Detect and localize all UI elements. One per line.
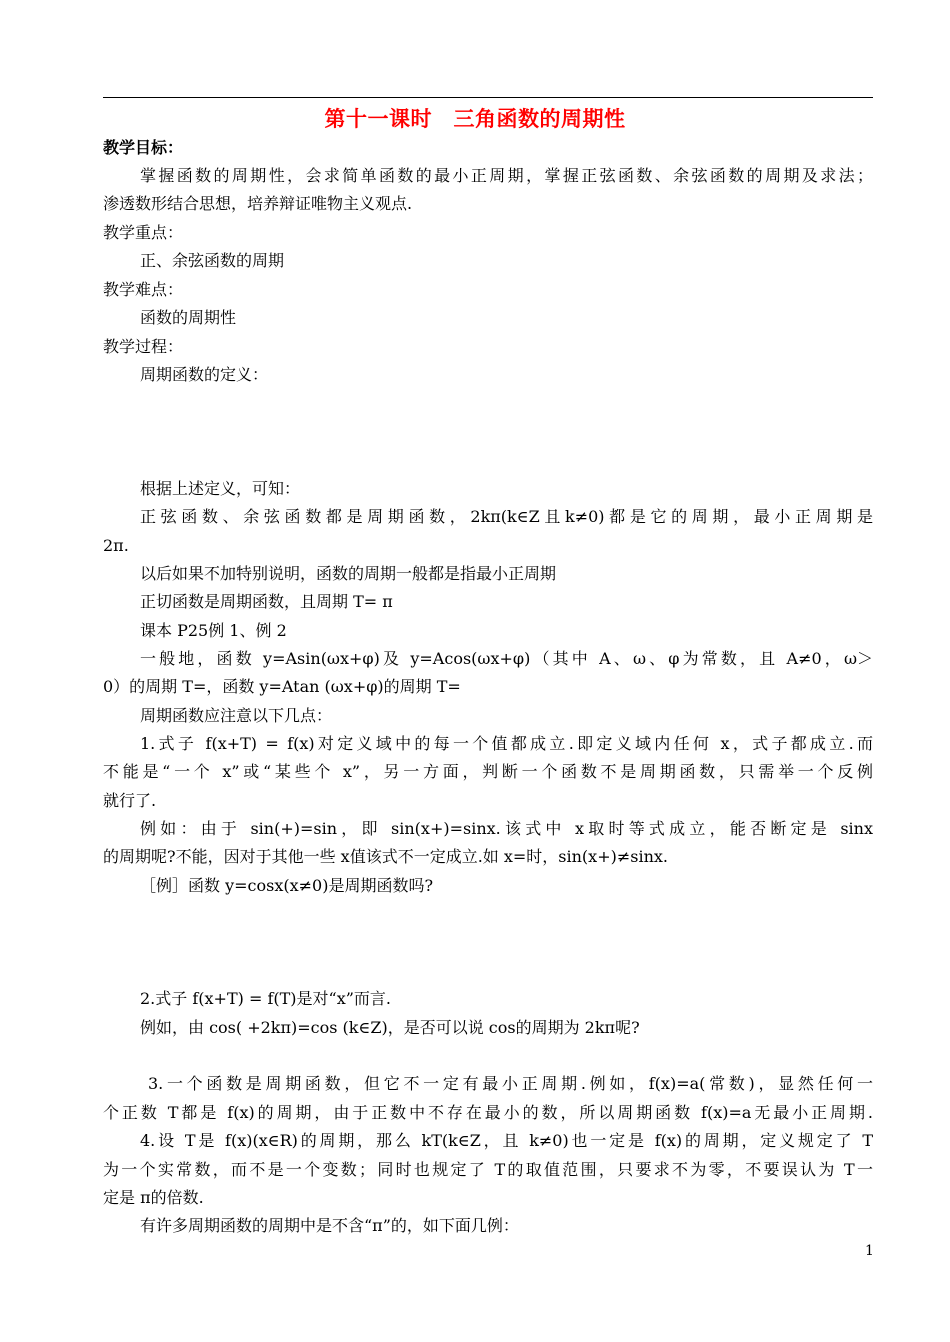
paragraph-line: 1.式子 f(x+T) = f(x)对定义域中的每一个值都成立.即定义域内任何 x，式子都成立.而 [140,734,873,753]
paragraph-line: 为一个实常数，而不是一个变数；同时也规定了 T的取值范围，只要求不为零，不要误认为 T一 [103,1160,873,1179]
paragraph-line: 周期函数应注意以下几点： [140,706,333,725]
difficulty-heading: 教学难点： [103,280,184,299]
process-heading: 教学过程： [103,337,184,356]
paragraph-line: 2π. [103,536,129,555]
key-points-heading: 教学重点： [103,223,184,242]
paragraph-line: 课本 P25例 1、例 2 [140,621,287,640]
header-rule [103,97,873,98]
paragraph-line: 就行了. [103,791,157,810]
paragraph-line: 以后如果不加特别说明，函数的周期一般都是指最小正周期 [140,564,557,583]
paragraph-line: 一般地，函数 y=Asin(ωx+φ)及 y=Acos(ωx+φ)（其中 A、ω、φ为常数，且 A≠0，ω＞ [140,649,873,668]
paragraph-line: 正弦函数、余弦函数都是周期函数，2kπ(k∈Z且k≠0)都是它的周期，最小正周期是 [140,507,873,526]
objectives-heading: 教学目标： [103,138,184,157]
page-title: 第十一课时 三角函数的周期性 [324,107,626,131]
paragraph-line: 2.式子 f(x+T) = f(T)是对“x”而言. [140,989,391,1008]
paragraph-line: 正切函数是周期函数，且周期 T= π [140,592,393,611]
paragraph-line: 4.设 T是 f(x)(x∈R)的周期，那么 kT(k∈Z，且 k≠0)也一定是 f(x)的周期，定义规定了 T [140,1131,873,1150]
paragraph-line: 有许多周期函数的周期中是不含“π”的，如下面几例： [140,1216,519,1235]
paragraph-line: 的周期呢?不能，因对于其他一些 x值该式不一定成立.如 x=时，sin(x+)≠sinx. [103,847,668,866]
key-points-text: 正、余弦函数的周期 [140,251,285,270]
difficulty-text: 函数的周期性 [140,308,237,327]
paragraph-line: 定是 π的倍数. [103,1188,204,1207]
paragraph-line: 例如：由于 sin(+)=sin，即 sin(x+)=sinx.该式中 x取时等式成立，能否断定是 sinx [140,819,873,838]
paragraph-line: 根据上述定义，可知： [140,479,301,498]
paragraph-line: 3.一个函数是周期函数，但它不一定有最小正周期.例如，f(x)=a(常数)，显然任何一 [148,1074,873,1093]
paragraph-line: ［例］函数 y=cosx(x≠0)是周期函数吗? [140,876,434,895]
paragraph-line: 例如，由 cos( +2kπ)=cos (k∈Z)，是否可以说 cos的周期为 2kπ呢? [140,1018,640,1037]
objectives-text-2: 渗透数形结合思想，培养辩证唯物主义观点. [103,194,413,213]
paragraph-line: 个正数 T都是 f(x)的周期，由于正数中不存在最小的数，所以周期函数 f(x)=a无最小正周期. [103,1103,873,1122]
paragraph-line: 不能是“一个 x”或“某些个 x”，另一方面，判断一个函数不是周期函数，只需举一个反例 [103,762,873,781]
page-number: 1 [865,1243,874,1259]
objectives-text-1: 掌握函数的周期性，会求简单函数的最小正周期，掌握正弦函数、余弦函数的周期及求法； [140,166,873,185]
definition-heading: 周期函数的定义： [140,365,269,384]
paragraph-line: 0）的周期 T=，函数 y=Atan (ωx+φ)的周期 T= [103,677,461,696]
